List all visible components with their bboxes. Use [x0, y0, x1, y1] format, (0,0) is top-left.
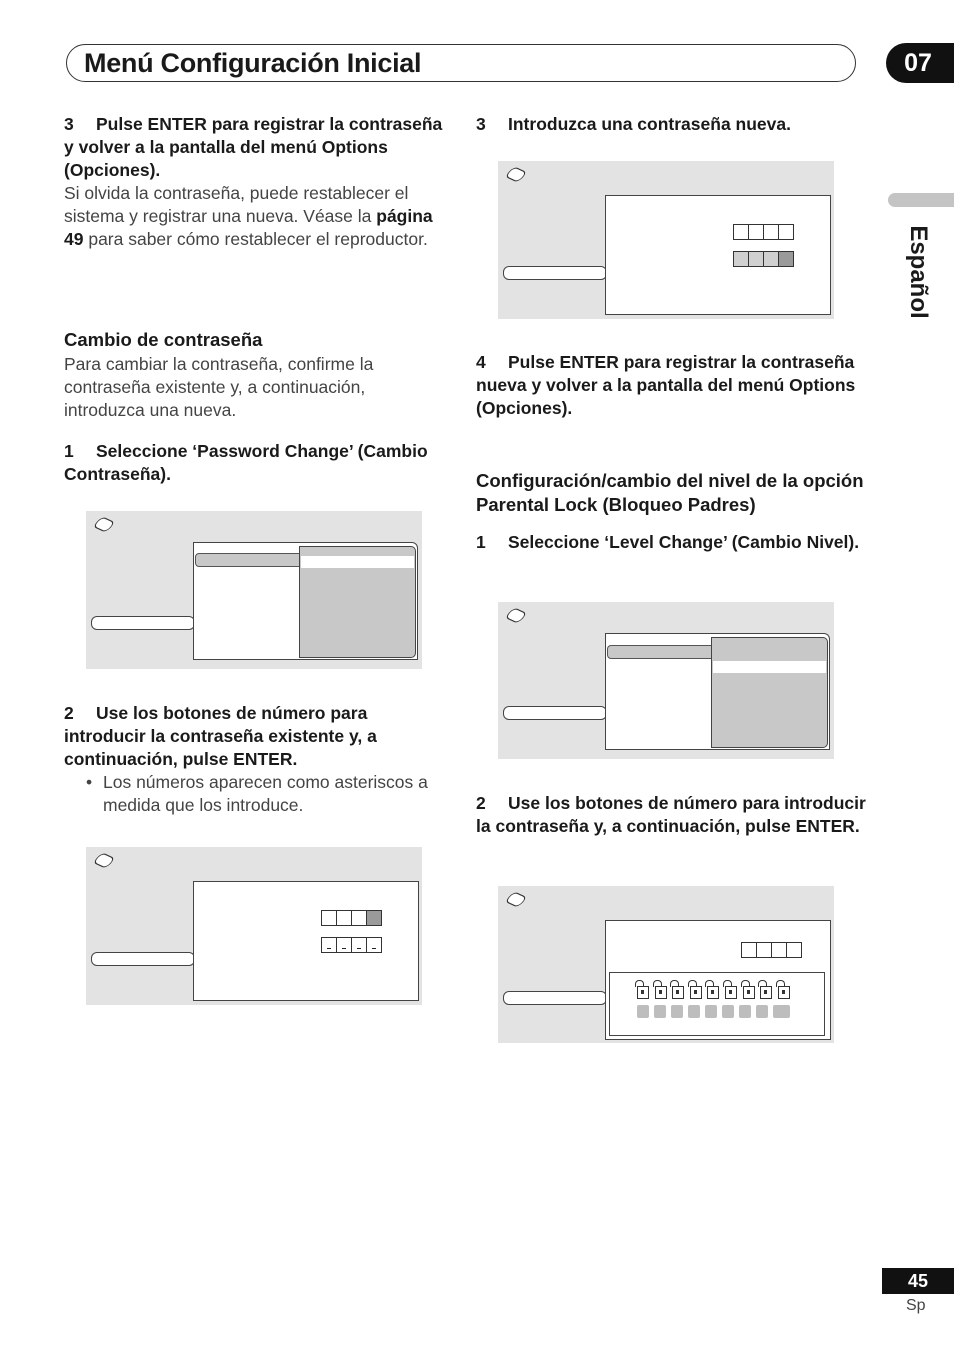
level-indicator — [722, 1005, 734, 1018]
password-boxes — [741, 942, 801, 958]
screen-password-change-menu — [86, 511, 422, 669]
password-digit — [763, 224, 779, 240]
password-digit — [748, 251, 764, 267]
password-digit — [748, 224, 764, 240]
password-digit — [786, 942, 802, 958]
password-digit — [733, 251, 749, 267]
left-step-2: 2 Use los botones de número para introducir la contraseña existente y, a continuación, pulse ENTER. — [64, 703, 377, 769]
password-digit — [351, 937, 367, 953]
password-digit — [741, 942, 757, 958]
right-step-3: 3 Introduzca una contraseña nueva. — [476, 114, 791, 134]
password-boxes-existing — [321, 910, 381, 926]
right-step-4: 4 Pulse ENTER para registrar la contraseña nueva y volver a la pantalla del menú Options (Opciones). — [476, 352, 856, 418]
language-label: Español — [905, 225, 932, 319]
screen-enter-new-password — [498, 161, 834, 319]
left-step-3-body: Si olvida la contraseña, puede restablecer el sistema y registrar una nueva. Véase la página 49 para saber cómo restablecer el reproductor. — [64, 183, 433, 249]
section-title-parental-lock: Configuración/cambio del nivel de la opción Parental Lock (Bloqueo Padres) — [476, 470, 864, 515]
level-indicator — [688, 1005, 700, 1018]
submenu-highlight — [301, 556, 414, 568]
password-digit — [733, 224, 749, 240]
screen-tab — [503, 991, 607, 1005]
level-indicator — [637, 1005, 649, 1018]
password-boxes-existing — [733, 224, 793, 240]
screen-tab — [91, 952, 195, 966]
lock-icon — [672, 986, 684, 999]
password-digit — [756, 942, 772, 958]
screen-parental-level — [498, 886, 834, 1043]
level-indicator — [671, 1005, 683, 1018]
disc-icon — [92, 516, 115, 532]
lock-icon — [690, 986, 702, 999]
password-boxes-new — [733, 251, 793, 267]
password-digit — [351, 910, 367, 926]
lock-icon — [707, 986, 719, 999]
chapter-badge: 07 — [886, 43, 954, 83]
level-indicator — [739, 1005, 751, 1018]
level-indicator-row — [637, 1005, 790, 1018]
lock-icon — [778, 986, 790, 999]
level-indicator — [773, 1005, 790, 1018]
lock-icon — [655, 986, 667, 999]
screen-tab — [91, 616, 195, 630]
screen-tab — [503, 706, 607, 720]
disc-icon — [504, 891, 527, 907]
left-step-3: 3 Pulse ENTER para registrar la contraseña y volver a la pantalla del menú Options (Opciones). — [64, 114, 443, 180]
submenu-highlight — [713, 661, 826, 673]
password-digit — [336, 910, 352, 926]
lock-icon — [760, 986, 772, 999]
submenu-panel — [711, 637, 828, 748]
screen-panel — [605, 195, 831, 315]
section-title-password-change: Cambio de contraseña — [64, 329, 263, 350]
lock-icon — [637, 986, 649, 999]
screen-level-change-menu — [498, 602, 834, 759]
page-reference: página 49 — [64, 206, 433, 249]
page-language-code: Sp — [906, 1297, 926, 1314]
screen-tab — [503, 266, 607, 280]
menu-highlight — [607, 645, 713, 659]
level-indicator — [705, 1005, 717, 1018]
password-digit — [366, 910, 382, 926]
disc-icon — [504, 166, 527, 182]
left-step-1: 1 Seleccione ‘Password Change’ (Cambio Contraseña). — [64, 441, 428, 484]
lock-icon — [725, 986, 737, 999]
page-number: 45 — [882, 1268, 954, 1294]
password-digit — [771, 942, 787, 958]
password-digit — [321, 910, 337, 926]
screen-panel — [193, 881, 419, 1001]
password-digit — [778, 224, 794, 240]
bullet-item: • Los números aparecen como asteriscos a medida que los introduce. — [86, 772, 428, 815]
disc-icon — [504, 607, 527, 623]
language-tab-bar — [888, 193, 954, 207]
right-step-2: 2 Use los botones de número para introducir la contraseña y, a continuación, pulse ENTER. — [476, 793, 866, 836]
password-digit — [336, 937, 352, 953]
section-body-password-change: Para cambiar la contraseña, confirme la contraseña existente y, a continuación, introduzca una nueva. — [64, 354, 374, 420]
level-indicator — [756, 1005, 768, 1018]
password-digit — [778, 251, 794, 267]
menu-highlight — [195, 553, 301, 567]
password-digit — [321, 937, 337, 953]
lock-icon — [743, 986, 755, 999]
disc-icon — [92, 852, 115, 868]
level-indicator — [654, 1005, 666, 1018]
right-step-1: 1 Seleccione ‘Level Change’ (Cambio Nivel). — [476, 532, 860, 552]
password-digit — [366, 937, 382, 953]
lock-icon-row — [637, 981, 790, 999]
screen-enter-existing-password — [86, 847, 422, 1005]
password-digit — [763, 251, 779, 267]
page-title: Menú Configuración Inicial — [84, 48, 422, 78]
password-boxes-new — [321, 937, 381, 953]
